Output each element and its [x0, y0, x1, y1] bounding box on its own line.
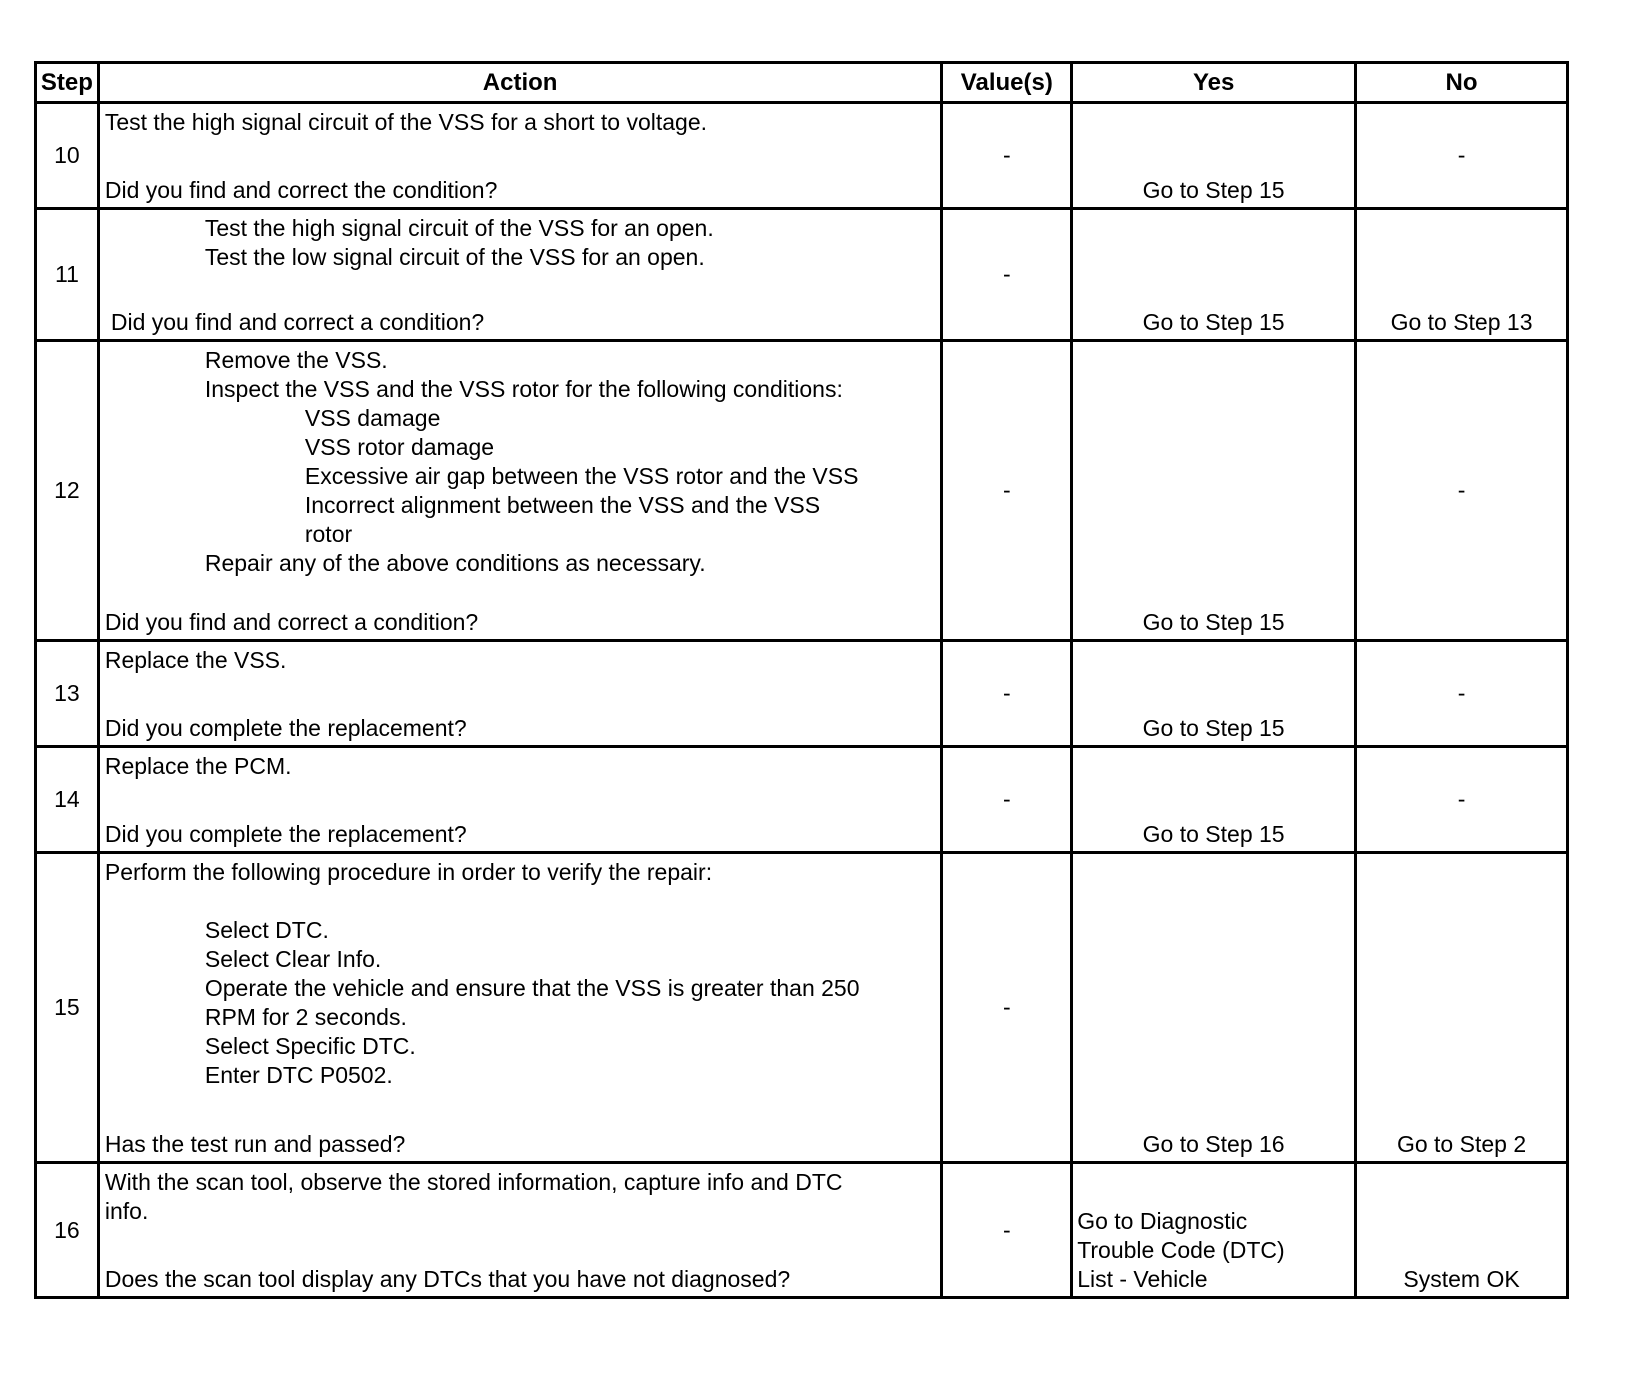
- action-line: Replace the VSS.: [104, 647, 287, 673]
- action-cell: [98, 209, 942, 341]
- action-line: RPM for 2 seconds.: [204, 1004, 407, 1030]
- header-action: Action: [98, 63, 942, 103]
- action-question: Has the test run and passed?: [104, 1131, 406, 1157]
- header-values: Value(s): [942, 63, 1072, 103]
- action-cell: [98, 103, 942, 209]
- yes-cell: Go to Step 15: [1072, 747, 1356, 853]
- diagnostic-step-table: [34, 61, 1569, 1299]
- table-row: [36, 209, 1568, 341]
- action-line: Select Specific DTC.: [204, 1033, 416, 1059]
- action-line: Operate the vehicle and ensure that the VSS is greater than 250: [204, 975, 860, 1001]
- action-line: Replace the PCM.: [104, 753, 292, 779]
- step-number: 14: [36, 747, 99, 853]
- yes-cell: Go to Step 16: [1072, 853, 1356, 1163]
- yes-line: Trouble Code (DTC): [1077, 1237, 1285, 1263]
- values-cell: -: [942, 1163, 1072, 1298]
- action-line: info.: [104, 1198, 149, 1224]
- values-cell: -: [942, 853, 1072, 1163]
- action-line: rotor: [304, 521, 353, 547]
- step-number: 16: [36, 1163, 99, 1298]
- action-line: Perform the following procedure in order to verify the repair:: [104, 859, 713, 885]
- action-line: With the scan tool, observe the stored information, capture info and DTC: [104, 1169, 843, 1195]
- values-cell: -: [942, 209, 1072, 341]
- table-row: [36, 1163, 1568, 1298]
- values-cell: -: [942, 747, 1072, 853]
- action-line: Repair any of the above conditions as necessary.: [204, 550, 706, 576]
- action-line: Test the high signal circuit of the VSS for an open.: [204, 215, 714, 241]
- action-line: Enter DTC P0502.: [204, 1062, 393, 1088]
- yes-cell: Go to Step 15: [1072, 341, 1356, 641]
- action-line: VSS rotor damage: [304, 434, 495, 460]
- values-cell: -: [942, 341, 1072, 641]
- action-line: Select DTC.: [204, 917, 329, 943]
- no-cell: -: [1356, 747, 1568, 853]
- step-number: 13: [36, 641, 99, 747]
- values-cell: -: [942, 641, 1072, 747]
- yes-cell: [1072, 1163, 1356, 1298]
- table-row: [36, 853, 1568, 1163]
- action-line: VSS damage: [304, 405, 441, 431]
- step-number: 11: [36, 209, 99, 341]
- action-question: Did you complete the replacement?: [104, 821, 467, 847]
- yes-cell: Go to Step 15: [1072, 641, 1356, 747]
- action-line: Incorrect alignment between the VSS and the VSS: [304, 492, 821, 518]
- no-cell: -: [1356, 341, 1568, 641]
- action-cell: [98, 747, 942, 853]
- header-row: [36, 63, 1568, 103]
- action-line: Excessive air gap between the VSS rotor and the VSS: [304, 463, 859, 489]
- yes-line: Go to Diagnostic: [1077, 1208, 1248, 1234]
- action-question: Did you complete the replacement?: [104, 715, 467, 741]
- action-line: Remove the VSS.: [204, 347, 388, 373]
- yes-cell: Go to Step 15: [1072, 209, 1356, 341]
- no-cell: Go to Step 2: [1356, 853, 1568, 1163]
- no-cell: System OK: [1356, 1163, 1568, 1298]
- action-question: Did you find and correct a condition?: [104, 609, 479, 635]
- action-cell: [98, 853, 942, 1163]
- step-number: 10: [36, 103, 99, 209]
- action-question: Does the scan tool display any DTCs that you have not diagnosed?: [104, 1266, 791, 1292]
- action-question: Did you find and correct a condition?: [110, 309, 485, 335]
- action-cell: [98, 341, 942, 641]
- values-cell: -: [942, 103, 1072, 209]
- table-row: [36, 747, 1568, 853]
- table-row: [36, 103, 1568, 209]
- table-row: [36, 341, 1568, 641]
- no-cell: Go to Step 13: [1356, 209, 1568, 341]
- action-line: Inspect the VSS and the VSS rotor for the following conditions:: [204, 376, 843, 402]
- no-cell: -: [1356, 103, 1568, 209]
- table-row: [36, 641, 1568, 747]
- header-step: Step: [36, 63, 99, 103]
- action-line: Test the low signal circuit of the VSS for an open.: [204, 244, 705, 270]
- step-number: 15: [36, 853, 99, 1163]
- action-cell: [98, 641, 942, 747]
- header-yes: Yes: [1072, 63, 1356, 103]
- action-question: Did you find and correct the condition?: [104, 177, 498, 203]
- step-number: 12: [36, 341, 99, 641]
- no-cell: -: [1356, 641, 1568, 747]
- yes-cell: Go to Step 15: [1072, 103, 1356, 209]
- header-no: No: [1356, 63, 1568, 103]
- action-line: Select Clear Info.: [204, 946, 382, 972]
- action-cell: [98, 1163, 942, 1298]
- action-line: Test the high signal circuit of the VSS for a short to voltage.: [104, 109, 708, 135]
- yes-line: List - Vehicle: [1077, 1266, 1208, 1292]
